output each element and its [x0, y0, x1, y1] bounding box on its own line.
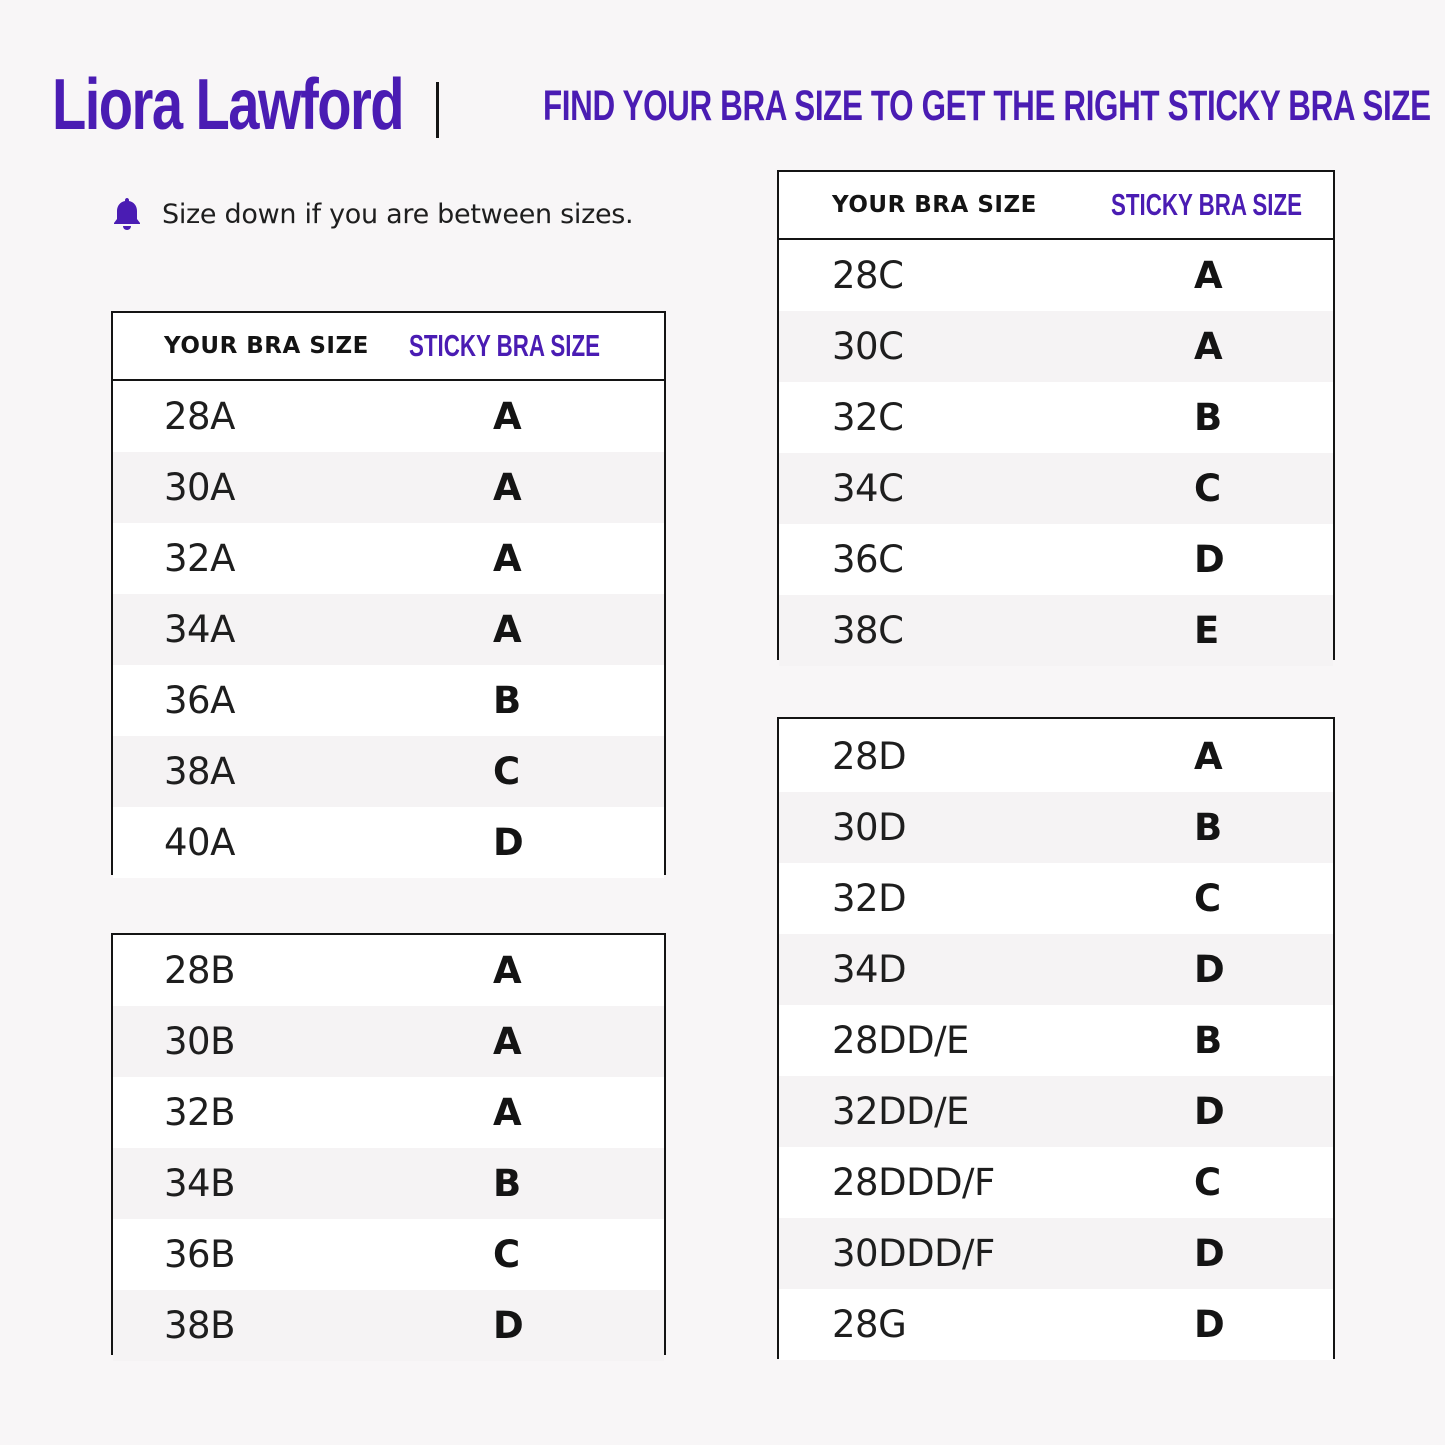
table-row	[113, 1006, 664, 1077]
table-row	[779, 721, 1333, 792]
bra-size-cell: 36B	[164, 1233, 235, 1276]
table-row	[113, 1219, 664, 1290]
sticky-size-cell: D	[493, 1304, 524, 1347]
sticky-size-cell: C	[493, 750, 521, 793]
sticky-size-cell: B	[1194, 1019, 1223, 1062]
table-row	[113, 807, 664, 878]
sticky-size-cell: D	[493, 821, 524, 864]
sticky-size-cell: A	[1194, 254, 1223, 297]
page-title: FIND YOUR BRA SIZE TO GET THE RIGHT STICKY BRA SIZE	[543, 82, 1431, 130]
table-row	[779, 934, 1333, 1005]
sticky-size-cell: D	[1194, 538, 1225, 581]
table-row	[779, 311, 1333, 382]
table-row	[779, 1076, 1333, 1147]
bra-size-cell: 28C	[832, 254, 904, 297]
sticky-size-cell: E	[1194, 609, 1220, 652]
bra-size-cell: 34A	[164, 608, 235, 651]
table-row	[779, 382, 1333, 453]
sticky-size-cell: A	[493, 537, 522, 580]
bra-size-cell: 34B	[164, 1162, 235, 1205]
sticky-size-cell: A	[493, 1020, 522, 1063]
table-row	[113, 1077, 664, 1148]
table-row	[779, 524, 1333, 595]
table-row	[113, 935, 664, 1006]
bra-size-cell: 40A	[164, 821, 235, 864]
sticky-bra-size-header: STICKY BRA SIZE	[409, 328, 600, 363]
sticky-size-cell: A	[493, 949, 522, 992]
bra-size-cell: 30B	[164, 1020, 235, 1063]
bra-size-cell: 28DDD/F	[832, 1161, 995, 1204]
table-row	[113, 1148, 664, 1219]
sticky-bra-size-header: STICKY BRA SIZE	[1111, 187, 1302, 222]
bra-size-cell: 30A	[164, 466, 235, 509]
header-divider	[436, 82, 439, 138]
bra-size-cell: 36C	[832, 538, 904, 581]
table-row	[113, 1290, 664, 1361]
bra-size-cell: 30DDD/F	[832, 1232, 995, 1275]
brand-logo: Liora Lawford	[52, 65, 404, 145]
sticky-size-cell: C	[1194, 877, 1222, 920]
table-row	[113, 523, 664, 594]
bra-size-cell: 38A	[164, 750, 235, 793]
sticky-size-cell: C	[1194, 1161, 1222, 1204]
sticky-size-cell: B	[1194, 806, 1223, 849]
sticky-size-cell: A	[493, 1091, 522, 1134]
table-row	[779, 1218, 1333, 1289]
your-bra-size-header: YOUR BRA SIZE	[832, 192, 1037, 218]
sticky-size-cell: A	[493, 395, 522, 438]
size-table-a-cups	[111, 311, 666, 875]
table-row	[779, 1289, 1333, 1360]
sticky-size-cell: D	[1194, 1232, 1225, 1275]
size-table-c-cups	[777, 170, 1335, 660]
bra-size-cell: 32A	[164, 537, 235, 580]
bra-size-cell: 32B	[164, 1091, 235, 1134]
sticky-size-cell: B	[493, 679, 522, 722]
bell-icon	[110, 196, 144, 232]
sticky-size-cell: B	[493, 1162, 522, 1205]
table-row	[779, 595, 1333, 666]
size-note	[110, 192, 633, 236]
sticky-size-cell: D	[1194, 1090, 1225, 1133]
bra-size-cell: 34D	[832, 948, 907, 991]
table-row	[113, 594, 664, 665]
bra-size-cell: 32D	[832, 877, 907, 920]
sticky-size-cell: B	[1194, 396, 1223, 439]
sticky-size-cell: A	[493, 608, 522, 651]
sticky-size-cell: A	[493, 466, 522, 509]
bra-size-cell: 36A	[164, 679, 235, 722]
table-header	[779, 172, 1333, 240]
table-row	[779, 1005, 1333, 1076]
bra-size-cell: 38B	[164, 1304, 235, 1347]
bra-size-cell: 34C	[832, 467, 904, 510]
bra-size-cell: 28DD/E	[832, 1019, 969, 1062]
bra-size-cell: 32C	[832, 396, 904, 439]
bra-size-cell: 28D	[832, 735, 907, 778]
sticky-size-cell: C	[493, 1233, 521, 1276]
bra-size-cell: 28B	[164, 949, 235, 992]
table-row	[779, 792, 1333, 863]
sticky-size-cell: D	[1194, 1303, 1225, 1346]
sticky-size-cell: C	[1194, 467, 1222, 510]
table-row	[113, 665, 664, 736]
size-table-b-cups	[111, 933, 666, 1355]
bra-size-cell: 30C	[832, 325, 904, 368]
table-row	[113, 381, 664, 452]
sticky-size-cell: A	[1194, 325, 1223, 368]
table-row	[779, 1147, 1333, 1218]
table-row	[779, 453, 1333, 524]
bra-size-cell: 32DD/E	[832, 1090, 969, 1133]
bra-size-cell: 28A	[164, 395, 235, 438]
bra-size-cell: 38C	[832, 609, 904, 652]
table-row	[113, 452, 664, 523]
table-header	[113, 313, 664, 381]
your-bra-size-header: YOUR BRA SIZE	[164, 333, 369, 359]
bra-size-cell: 28G	[832, 1303, 907, 1346]
table-row	[779, 863, 1333, 934]
size-table-d-cups	[777, 717, 1335, 1359]
bra-size-cell: 30D	[832, 806, 907, 849]
sticky-size-cell: A	[1194, 735, 1223, 778]
table-row	[113, 736, 664, 807]
size-note-text: Size down if you are between sizes.	[162, 198, 634, 230]
sticky-size-cell: D	[1194, 948, 1225, 991]
table-row	[779, 240, 1333, 311]
